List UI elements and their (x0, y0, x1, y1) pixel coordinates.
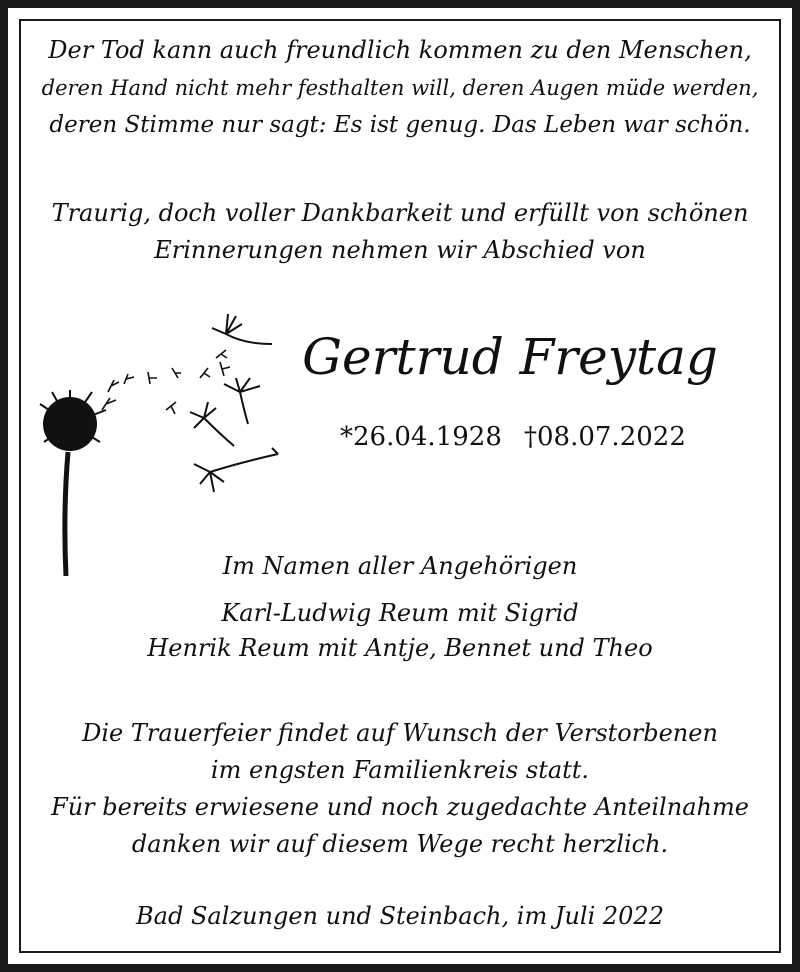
dandelion-icon (30, 292, 310, 582)
verse-line-3: deren Stimme nur sagt: Es ist genug. Das Leben war schön. (49, 112, 751, 138)
intro-line-1: Traurig, doch voller Dankbarkeit und erfüllt von schönen (51, 199, 749, 227)
notice-line-1: Die Trauerfeier findet auf Wunsch der Verstorbenen (82, 719, 718, 747)
notice-line-2: im engsten Familienkreis statt. (210, 756, 590, 784)
birth-date: *26.04.1928 (340, 422, 502, 452)
notice-line-4: danken wir auf diesem Wege recht herzlich. (131, 830, 669, 858)
verse-line-2: deren Hand nicht mehr festhalten will, deren Augen müde werden, (41, 76, 759, 100)
place-date: Bad Salzungen und Steinbach, im Juli 2022 (136, 902, 664, 930)
mourners-line-2: Henrik Reum mit Antje, Bennet und Theo (147, 634, 653, 662)
death-date: †08.07.2022 (524, 422, 686, 452)
mourners-heading: Im Namen aller Angehörigen (222, 552, 578, 580)
notice-line-3: Für bereits erwiesene und noch zugedachte Anteilnahme (51, 793, 749, 821)
deceased-name: Gertrud Freytag (302, 328, 718, 386)
intro-line-2: Erinnerungen nehmen wir Abschied von (154, 236, 646, 264)
verse-line-1: Der Tod kann auch freundlich kommen zu den Menschen, (48, 36, 752, 64)
mourners-line-1: Karl-Ludwig Reum mit Sigrid (221, 599, 579, 627)
